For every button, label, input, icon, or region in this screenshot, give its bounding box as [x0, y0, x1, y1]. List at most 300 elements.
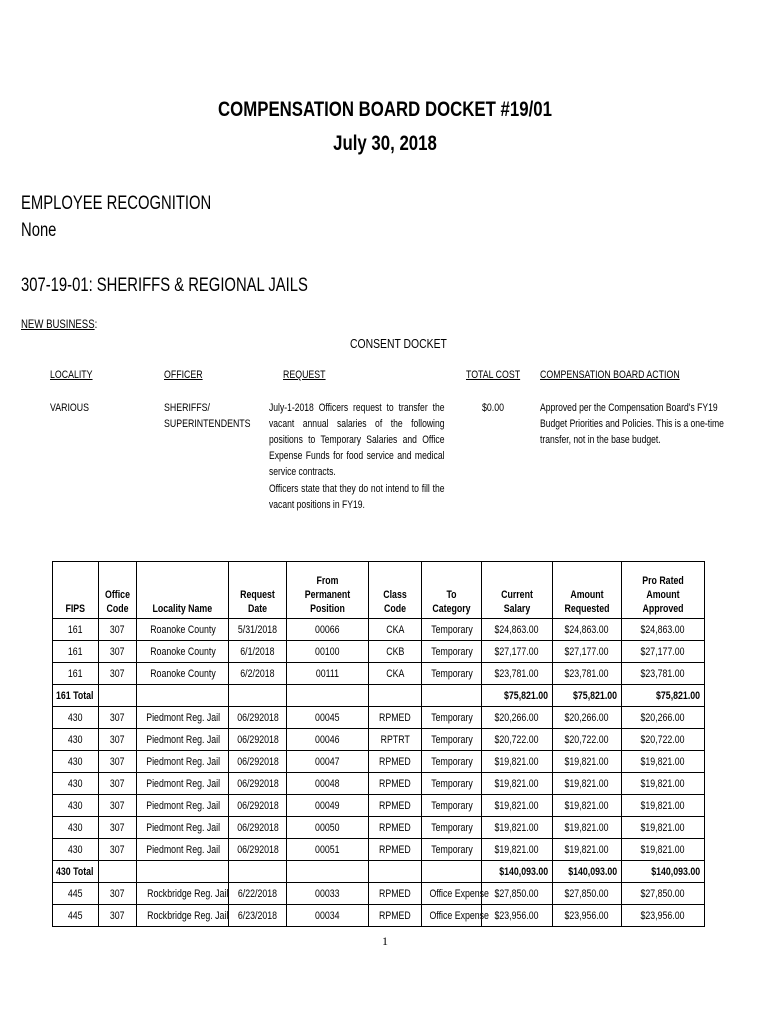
- table-row: [53, 817, 705, 839]
- subtotal-label-text: 161 Total: [56, 689, 94, 702]
- entry-officer-line1: SHERIFFS/: [164, 402, 210, 414]
- cell-current-salary-text: $19,821.00: [494, 843, 540, 856]
- cell-request-date: [229, 729, 287, 751]
- cell-current-salary-text: $20,266.00: [494, 711, 540, 724]
- cell-request-date: [229, 883, 287, 905]
- cell-fips-text: 430: [68, 821, 83, 834]
- subtotal-label: [53, 861, 99, 883]
- cell-from-permanent-position-text: 00111: [315, 667, 340, 680]
- cell-amount-requested-text: $19,821.00: [564, 777, 610, 790]
- cell-amount-requested: [553, 751, 622, 773]
- header-locality-name: [137, 562, 229, 619]
- cell-locality-name-text: Piedmont Reg. Jail: [146, 711, 221, 724]
- cell-fips-text: 445: [68, 909, 83, 922]
- cell-office-code-text: 307: [110, 887, 125, 900]
- cell-pro-rated-amount-approved: [622, 883, 705, 905]
- cell-class-code: [369, 751, 422, 773]
- cell-to-category: [422, 619, 482, 641]
- cell-office-code: [99, 619, 137, 641]
- cell-office-code-text: 307: [110, 821, 125, 834]
- header-label: To Category: [432, 589, 471, 615]
- cell-from-permanent-position: [287, 707, 369, 729]
- empty-cell: [369, 685, 422, 707]
- subtotal-row: [53, 685, 705, 707]
- cell-pro-rated-amount-approved-text: $27,177.00: [640, 645, 686, 658]
- cell-amount-requested-text: $19,821.00: [564, 755, 610, 768]
- cell-office-code-text: 307: [110, 799, 125, 812]
- cell-to-category-text: Office Expense: [429, 887, 489, 900]
- cell-locality-name: [137, 795, 229, 817]
- cell-request-date: [229, 795, 287, 817]
- col-board-action: COMPENSATION BOARD ACTION: [540, 369, 680, 381]
- cell-request-date: [229, 663, 287, 685]
- subtotal-amount-requested: [553, 685, 622, 707]
- cell-locality-name: [137, 883, 229, 905]
- cell-amount-requested: [553, 839, 622, 861]
- cell-to-category-text: Temporary: [430, 755, 473, 768]
- cell-class-code: [369, 619, 422, 641]
- subtotal-current-salary: [482, 685, 553, 707]
- cell-pro-rated-amount-approved: [622, 729, 705, 751]
- cell-current-salary: [482, 751, 553, 773]
- subtotal-amount-approved-text: $140,093.00: [651, 865, 700, 878]
- cell-current-salary: [482, 839, 553, 861]
- cell-pro-rated-amount-approved-text: $19,821.00: [640, 821, 686, 834]
- cell-request-date-text: 06/292018: [236, 843, 279, 856]
- cell-request-date: [229, 751, 287, 773]
- cell-amount-requested-text: $19,821.00: [564, 799, 610, 812]
- subtotal-amount-requested-text: $75,821.00: [572, 689, 617, 702]
- cell-class-code-text: RPMED: [379, 887, 411, 900]
- cell-to-category-text: Temporary: [430, 777, 473, 790]
- cell-to-category: [422, 641, 482, 663]
- cell-office-code-text: 307: [110, 667, 125, 680]
- cell-amount-requested-text: $27,850.00: [564, 887, 610, 900]
- col-officer: OFFICER: [164, 369, 203, 381]
- cell-from-permanent-position-text: 00100: [315, 645, 340, 658]
- cell-pro-rated-amount-approved: [622, 905, 705, 927]
- cell-office-code-text: 307: [110, 623, 125, 636]
- cell-from-permanent-position: [287, 839, 369, 861]
- cell-to-category-text: Office Expense: [429, 909, 489, 922]
- cell-to-category-text: Temporary: [430, 843, 473, 856]
- cell-class-code-text: RPMED: [379, 821, 411, 834]
- header-label: FIPS: [65, 603, 86, 615]
- cell-locality-name: [137, 729, 229, 751]
- header-amount-requested: [553, 562, 622, 619]
- cell-fips: [53, 883, 99, 905]
- recognition-value: None: [21, 220, 57, 241]
- subtotal-current-salary: [482, 861, 553, 883]
- cell-locality-name: [137, 817, 229, 839]
- header-label: Class Code: [383, 589, 407, 615]
- cell-locality-name: [137, 619, 229, 641]
- cell-fips: [53, 663, 99, 685]
- header-class-code: [369, 562, 422, 619]
- subtotal-amount-requested-text: $140,093.00: [568, 865, 617, 878]
- cell-locality-name-text: Roanoke County: [149, 623, 216, 636]
- cell-class-code: [369, 729, 422, 751]
- cell-office-code: [99, 839, 137, 861]
- cell-amount-requested: [553, 773, 622, 795]
- cell-from-permanent-position-text: 00049: [315, 799, 340, 812]
- cell-current-salary-text: $27,177.00: [494, 645, 540, 658]
- cell-locality-name: [137, 751, 229, 773]
- cell-locality-name-text: Piedmont Reg. Jail: [146, 755, 221, 768]
- cell-current-salary: [482, 883, 553, 905]
- cell-pro-rated-amount-approved-text: $23,781.00: [640, 667, 686, 680]
- cell-from-permanent-position-text: 00033: [315, 887, 340, 900]
- subtotal-amount-approved: [622, 685, 705, 707]
- cell-request-date-text: 6/22/2018: [237, 887, 278, 900]
- table-row: [53, 707, 705, 729]
- cell-current-salary: [482, 663, 553, 685]
- cell-pro-rated-amount-approved-text: $20,266.00: [640, 711, 686, 724]
- header-label: Locality Name: [152, 603, 213, 615]
- cell-current-salary-text: $19,821.00: [494, 755, 540, 768]
- cell-amount-requested-text: $20,266.00: [564, 711, 610, 724]
- cell-office-code: [99, 663, 137, 685]
- cell-fips: [53, 707, 99, 729]
- cell-amount-requested: [553, 883, 622, 905]
- table-row: [53, 883, 705, 905]
- cell-class-code-text: RPMED: [379, 799, 411, 812]
- cell-class-code: [369, 839, 422, 861]
- cell-class-code: [369, 663, 422, 685]
- cell-locality-name-text: Piedmont Reg. Jail: [146, 799, 221, 812]
- cell-current-salary-text: $19,821.00: [494, 777, 540, 790]
- cell-current-salary: [482, 707, 553, 729]
- cell-pro-rated-amount-approved: [622, 795, 705, 817]
- cell-locality-name-text: Rockbridge Reg. Jail: [147, 909, 229, 922]
- cell-amount-requested: [553, 663, 622, 685]
- cell-class-code: [369, 773, 422, 795]
- cell-pro-rated-amount-approved-text: $20,722.00: [640, 733, 686, 746]
- cell-locality-name-text: Piedmont Reg. Jail: [146, 821, 221, 834]
- cell-class-code-text: RPMED: [379, 777, 411, 790]
- col-request: REQUEST: [283, 369, 326, 381]
- cell-request-date: [229, 641, 287, 663]
- cell-to-category-text: Temporary: [430, 623, 473, 636]
- table-row: [53, 729, 705, 751]
- cell-request-date-text: 5/31/2018: [237, 623, 278, 636]
- cell-class-code: [369, 641, 422, 663]
- cell-request-date-text: 6/2/2018: [240, 667, 275, 680]
- cell-pro-rated-amount-approved: [622, 619, 705, 641]
- cell-to-category-text: Temporary: [430, 821, 473, 834]
- cell-pro-rated-amount-approved-text: $19,821.00: [640, 843, 686, 856]
- entry-officer-line2: SUPERINTENDENTS: [164, 418, 251, 430]
- cell-fips-text: 430: [68, 755, 83, 768]
- cell-amount-requested: [553, 641, 622, 663]
- subtotal-amount-approved-text: $75,821.00: [655, 689, 700, 702]
- new-business-text: NEW BUSINESS: [21, 317, 95, 331]
- cell-request-date: [229, 707, 287, 729]
- cell-office-code-text: 307: [110, 843, 125, 856]
- cell-fips-text: 445: [68, 887, 83, 900]
- cell-office-code-text: 307: [110, 645, 125, 658]
- cell-class-code-text: CKB: [385, 645, 405, 658]
- cell-amount-requested-text: $19,821.00: [564, 821, 610, 834]
- cell-from-permanent-position: [287, 817, 369, 839]
- cell-class-code-text: RPMED: [379, 711, 411, 724]
- table-header-row: [53, 562, 705, 619]
- cell-to-category: [422, 773, 482, 795]
- cell-pro-rated-amount-approved: [622, 839, 705, 861]
- cell-office-code: [99, 773, 137, 795]
- cell-current-salary-text: $20,722.00: [494, 733, 540, 746]
- cell-current-salary: [482, 905, 553, 927]
- cell-current-salary-text: $24,863.00: [494, 623, 540, 636]
- cell-from-permanent-position: [287, 663, 369, 685]
- cell-locality-name-text: Roanoke County: [149, 667, 216, 680]
- cell-pro-rated-amount-approved-text: $19,821.00: [640, 799, 686, 812]
- header-request-date: [229, 562, 287, 619]
- cell-to-category: [422, 751, 482, 773]
- consent-docket-label: CONSENT DOCKET: [350, 336, 447, 351]
- cell-class-code-text: CKA: [385, 667, 405, 680]
- cell-request-date-text: 06/292018: [236, 755, 279, 768]
- cell-from-permanent-position-text: 00034: [315, 909, 340, 922]
- cell-pro-rated-amount-approved: [622, 641, 705, 663]
- cell-fips: [53, 795, 99, 817]
- header-to-category: [422, 562, 482, 619]
- cell-amount-requested: [553, 817, 622, 839]
- docket-date: July 30, 2018: [333, 132, 437, 155]
- cell-request-date-text: 06/292018: [236, 711, 279, 724]
- cell-from-permanent-position-text: 00050: [315, 821, 340, 834]
- cell-fips: [53, 839, 99, 861]
- cell-to-category-text: Temporary: [430, 667, 473, 680]
- cell-request-date-text: 06/292018: [236, 777, 279, 790]
- cell-office-code-text: 307: [110, 755, 125, 768]
- cell-fips-text: 161: [68, 623, 83, 636]
- recognition-heading: EMPLOYEE RECOGNITION: [21, 193, 212, 214]
- subtotal-current-salary-text: $75,821.00: [503, 689, 548, 702]
- empty-cell: [229, 685, 287, 707]
- cell-fips: [53, 751, 99, 773]
- cell-to-category-text: Temporary: [430, 645, 473, 658]
- empty-cell: [422, 685, 482, 707]
- cell-class-code-text: RPMED: [379, 755, 411, 768]
- empty-cell: [99, 861, 137, 883]
- cell-pro-rated-amount-approved: [622, 773, 705, 795]
- cell-class-code: [369, 883, 422, 905]
- cell-current-salary: [482, 817, 553, 839]
- cell-fips-text: 430: [68, 711, 83, 724]
- section-heading: 307-19-01: SHERIFFS & REGIONAL JAILS: [21, 275, 308, 296]
- cell-amount-requested-text: $20,722.00: [564, 733, 610, 746]
- cell-class-code: [369, 905, 422, 927]
- page-number: 1: [382, 934, 388, 948]
- cell-fips: [53, 817, 99, 839]
- cell-from-permanent-position-text: 00051: [315, 843, 340, 856]
- cell-locality-name-text: Piedmont Reg. Jail: [146, 777, 221, 790]
- cell-locality-name: [137, 773, 229, 795]
- cell-pro-rated-amount-approved-text: $27,850.00: [640, 887, 686, 900]
- cell-current-salary-text: $27,850.00: [494, 887, 540, 900]
- cell-to-category: [422, 707, 482, 729]
- cell-current-salary-text: $19,821.00: [494, 799, 540, 812]
- new-business-colon: :: [94, 317, 98, 331]
- cell-fips: [53, 641, 99, 663]
- empty-cell: [229, 861, 287, 883]
- cell-office-code: [99, 729, 137, 751]
- cell-office-code: [99, 883, 137, 905]
- empty-cell: [287, 685, 369, 707]
- cell-office-code: [99, 751, 137, 773]
- cell-pro-rated-amount-approved: [622, 751, 705, 773]
- cell-office-code: [99, 641, 137, 663]
- cell-request-date: [229, 905, 287, 927]
- header-from-permanent-position: [287, 562, 369, 619]
- cell-amount-requested-text: $23,956.00: [564, 909, 610, 922]
- cell-from-permanent-position: [287, 751, 369, 773]
- cell-office-code-text: 307: [110, 733, 125, 746]
- cell-office-code: [99, 905, 137, 927]
- cell-office-code: [99, 795, 137, 817]
- cell-from-permanent-position: [287, 641, 369, 663]
- header-label: Amount Requested: [564, 589, 610, 615]
- cell-locality-name-text: Piedmont Reg. Jail: [146, 843, 221, 856]
- cell-class-code-text: RPTRT: [380, 733, 410, 746]
- cell-fips-text: 161: [68, 645, 83, 658]
- cell-fips-text: 430: [68, 843, 83, 856]
- header-label: Request Date: [240, 589, 275, 615]
- empty-cell: [99, 685, 137, 707]
- header-pro-rated-amount-approved: [622, 562, 705, 619]
- cell-locality-name-text: Roanoke County: [149, 645, 216, 658]
- subtotal-label: [53, 685, 99, 707]
- cell-amount-requested: [553, 619, 622, 641]
- cell-locality-name: [137, 707, 229, 729]
- cell-request-date: [229, 839, 287, 861]
- col-locality: LOCALITY: [50, 369, 93, 381]
- cell-request-date: [229, 619, 287, 641]
- docket-title: COMPENSATION BOARD DOCKET #19/01: [218, 98, 552, 121]
- empty-cell: [137, 685, 229, 707]
- cell-amount-requested: [553, 707, 622, 729]
- cell-fips: [53, 773, 99, 795]
- cell-current-salary-text: $19,821.00: [494, 821, 540, 834]
- empty-cell: [137, 861, 229, 883]
- cell-amount-requested: [553, 729, 622, 751]
- cell-pro-rated-amount-approved: [622, 817, 705, 839]
- cell-to-category: [422, 795, 482, 817]
- cell-fips-text: 161: [68, 667, 83, 680]
- cell-request-date-text: 06/292018: [236, 733, 279, 746]
- cell-current-salary-text: $23,956.00: [494, 909, 540, 922]
- cell-current-salary: [482, 729, 553, 751]
- cell-from-permanent-position: [287, 619, 369, 641]
- cell-from-permanent-position-text: 00066: [315, 623, 340, 636]
- header-fips: [53, 562, 99, 619]
- cell-request-date-text: 06/292018: [236, 821, 279, 834]
- cell-office-code: [99, 817, 137, 839]
- cell-class-code-text: CKA: [385, 623, 405, 636]
- cell-fips-text: 430: [68, 799, 83, 812]
- cell-amount-requested: [553, 905, 622, 927]
- new-business-label: [21, 317, 97, 331]
- cell-office-code-text: 307: [110, 777, 125, 790]
- entry-locality: VARIOUS: [50, 402, 89, 414]
- cell-class-code-text: RPMED: [379, 843, 411, 856]
- cell-from-permanent-position: [287, 773, 369, 795]
- cell-current-salary: [482, 619, 553, 641]
- cell-class-code: [369, 707, 422, 729]
- cell-fips: [53, 905, 99, 927]
- table-row: [53, 773, 705, 795]
- cell-amount-requested-text: $23,781.00: [564, 667, 610, 680]
- cell-office-code: [99, 707, 137, 729]
- cell-to-category-text: Temporary: [430, 799, 473, 812]
- subtotal-row: [53, 861, 705, 883]
- cell-class-code-text: RPMED: [379, 909, 411, 922]
- cell-to-category: [422, 905, 489, 927]
- table-row: [53, 839, 705, 861]
- subtotal-label-text: 430 Total: [56, 865, 94, 878]
- cell-from-permanent-position-text: 00047: [315, 755, 340, 768]
- subtotal-amount-requested: [553, 861, 622, 883]
- cell-to-category-text: Temporary: [430, 733, 473, 746]
- cell-pro-rated-amount-approved-text: $23,956.00: [640, 909, 686, 922]
- cell-class-code: [369, 795, 422, 817]
- cell-request-date: [229, 773, 287, 795]
- cell-pro-rated-amount-approved-text: $19,821.00: [640, 755, 686, 768]
- header-label: Office Code: [105, 589, 130, 615]
- cell-request-date-text: 6/23/2018: [237, 909, 278, 922]
- cell-locality-name-text: Rockbridge Reg. Jail: [147, 887, 229, 900]
- entry-total-cost: $0.00: [482, 402, 505, 414]
- cell-to-category: [422, 883, 489, 905]
- cell-from-permanent-position-text: 00048: [315, 777, 340, 790]
- entry-request-p1: July-1-2018 Officers request to transfer the vacant annual salaries of the following positions to Temporary Salaries and Office Expense Funds for food service and medical service contracts.: [269, 402, 445, 478]
- cell-amount-requested-text: $24,863.00: [564, 623, 610, 636]
- cell-locality-name: [137, 663, 229, 685]
- header-office-code: [99, 562, 137, 619]
- empty-cell: [422, 861, 482, 883]
- header-current-salary: [482, 562, 553, 619]
- empty-cell: [369, 861, 422, 883]
- table-row: [53, 795, 705, 817]
- cell-to-category: [422, 663, 482, 685]
- cell-from-permanent-position: [287, 795, 369, 817]
- cell-class-code: [369, 817, 422, 839]
- table-row: [53, 751, 705, 773]
- cell-current-salary: [482, 773, 553, 795]
- header-label: Current Salary: [501, 589, 533, 615]
- cell-pro-rated-amount-approved: [622, 663, 705, 685]
- header-label: Pro Rated Amount Approved: [642, 575, 684, 615]
- cell-fips: [53, 619, 99, 641]
- col-total-cost: TOTAL COST: [466, 369, 521, 381]
- cell-from-permanent-position: [287, 905, 369, 927]
- cell-locality-name: [137, 905, 229, 927]
- cell-to-category: [422, 839, 482, 861]
- cell-request-date: [229, 817, 287, 839]
- entry-request-p2: Officers state that they do not intend to fill the vacant positions in FY19.: [269, 483, 445, 511]
- cell-pro-rated-amount-approved: [622, 707, 705, 729]
- cell-amount-requested: [553, 795, 622, 817]
- table-row: [53, 663, 705, 685]
- table-row: [53, 641, 705, 663]
- cell-request-date-text: 06/292018: [236, 799, 279, 812]
- cell-from-permanent-position-text: 00045: [315, 711, 340, 724]
- table-row: [53, 619, 705, 641]
- cell-fips: [53, 729, 99, 751]
- cell-current-salary: [482, 641, 553, 663]
- cell-locality-name: [137, 641, 229, 663]
